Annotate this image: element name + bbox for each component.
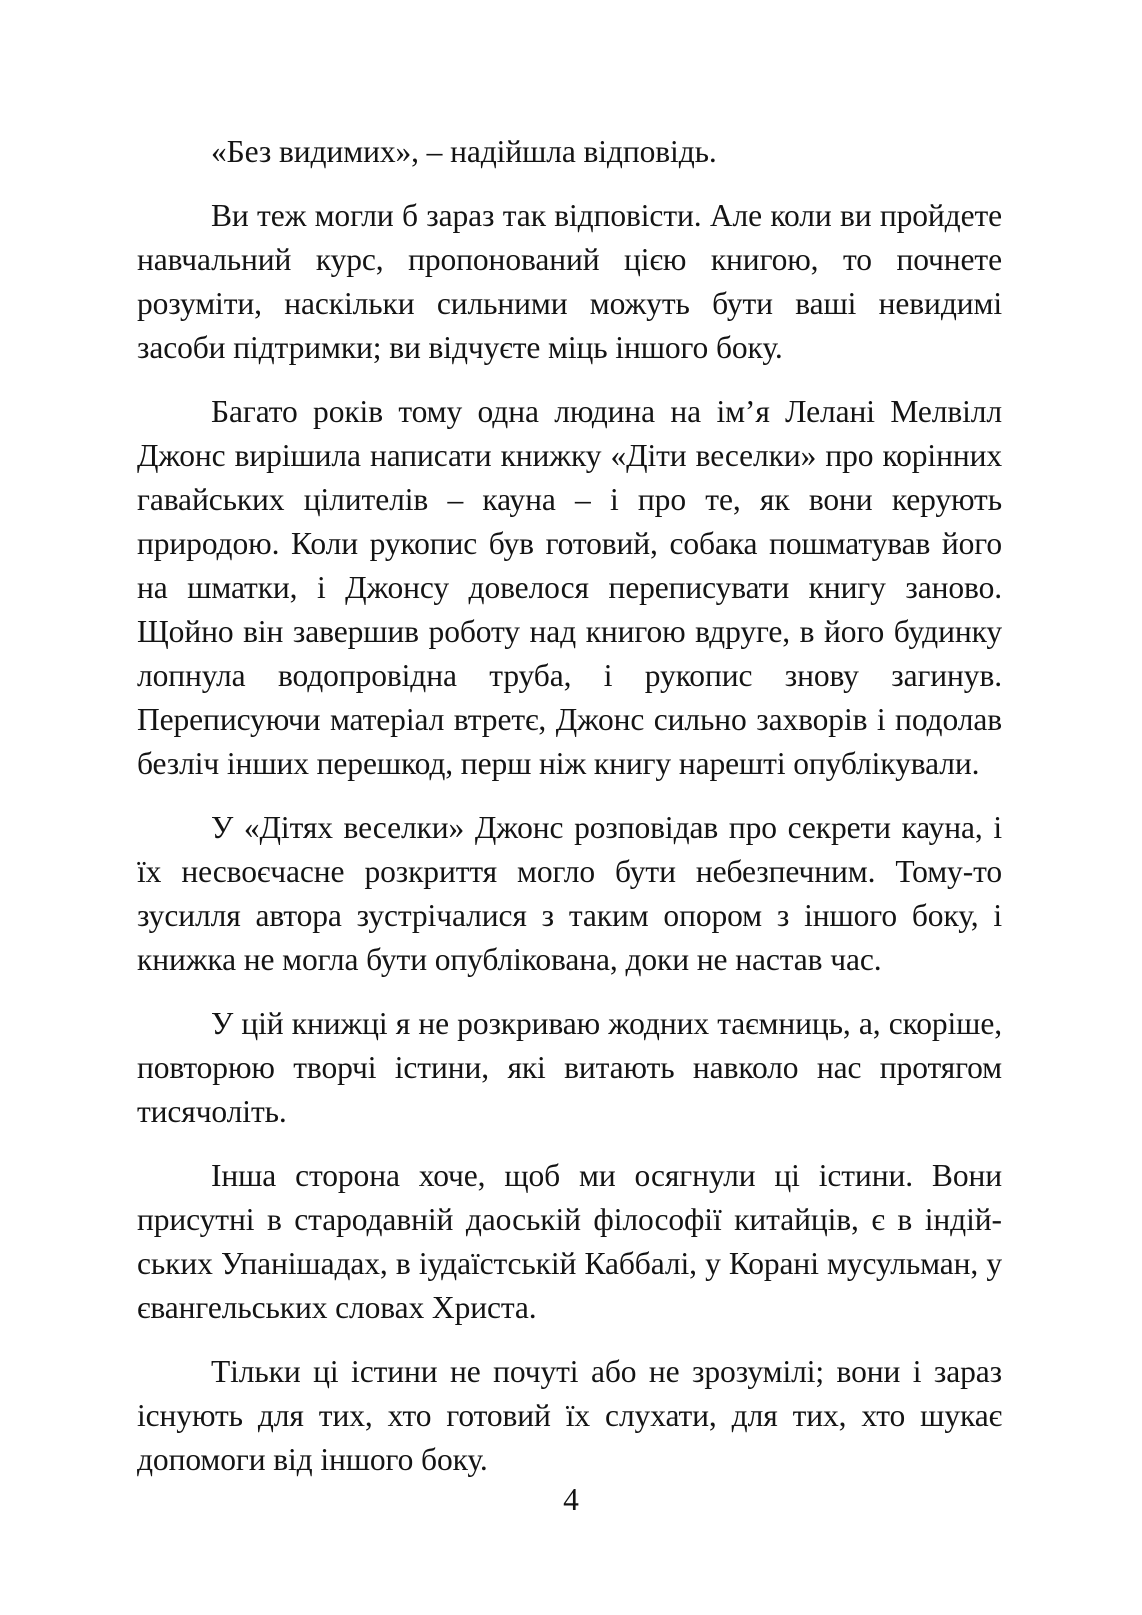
paragraph-5: У цій книжці я не розкриваю жодних таємниць, а, скоріше, повторюю творчі істини, які витають навколо нас протягом тисячоліть.	[137, 1006, 1002, 1129]
paragraph-4: У «Дітях веселки» Джонс розповідав про секрети кауна, і їх несвоєчасне розкриття могло бути небезпечним. Тому-то зусилля автора зустрічалися з таким опором з іншого боку, і книжка не могла бути опублікована, доки не настав час.	[137, 810, 1002, 977]
paragraph-2: Ви теж могли б зараз так відповісти. Але коли ви пройдете навчальний курс, пропонований цією книгою, то почнете розуміти, наскільки сильними можуть бути ваші невидимі засоби підтримки; ви відчуєте міць іншого боку.	[137, 198, 1002, 365]
page-number: 4	[563, 1482, 579, 1517]
paragraph-7: Тільки ці істини не почуті або не зрозумілі; вони і зараз існують для тих, хто готовий їх слухати, для тих, хто шукає допомоги від іншого боку.	[137, 1354, 1002, 1477]
paragraph-1: «Без видимих», – надійшла відповідь.	[211, 134, 717, 169]
page-body	[137, 130, 1002, 1502]
paragraph-3: Багато років тому одна людина на ім’я Лелані Мелвілл Джонс вирішила написати книжку «Діти веселки» про корінних гавайських цілителів – кауна – і про те, як вони керують природою. Коли рукопис був готовий, собака пошматував його на шматки, і Джонсу довелося переписувати книгу заново. Щойно він завершив роботу над книгою вдруге, в його будинку лопнула водопровідна труба, і рукопис знову загинув. Переписуючи матеріал втретє, Джонс сильно захворів і подолав безліч інших перешкод, перш ніж книгу нарешті опублікували.	[137, 394, 1002, 781]
paragraph-6: Інша сторона хоче, щоб ми осягнули ці істини. Вони присутні в стародавній даоській філософії китайців, є в індійських Упанішадах, в іудаїстській Каббалі, у Корані мусульман, у євангельських словах Христа.	[137, 1158, 1002, 1325]
